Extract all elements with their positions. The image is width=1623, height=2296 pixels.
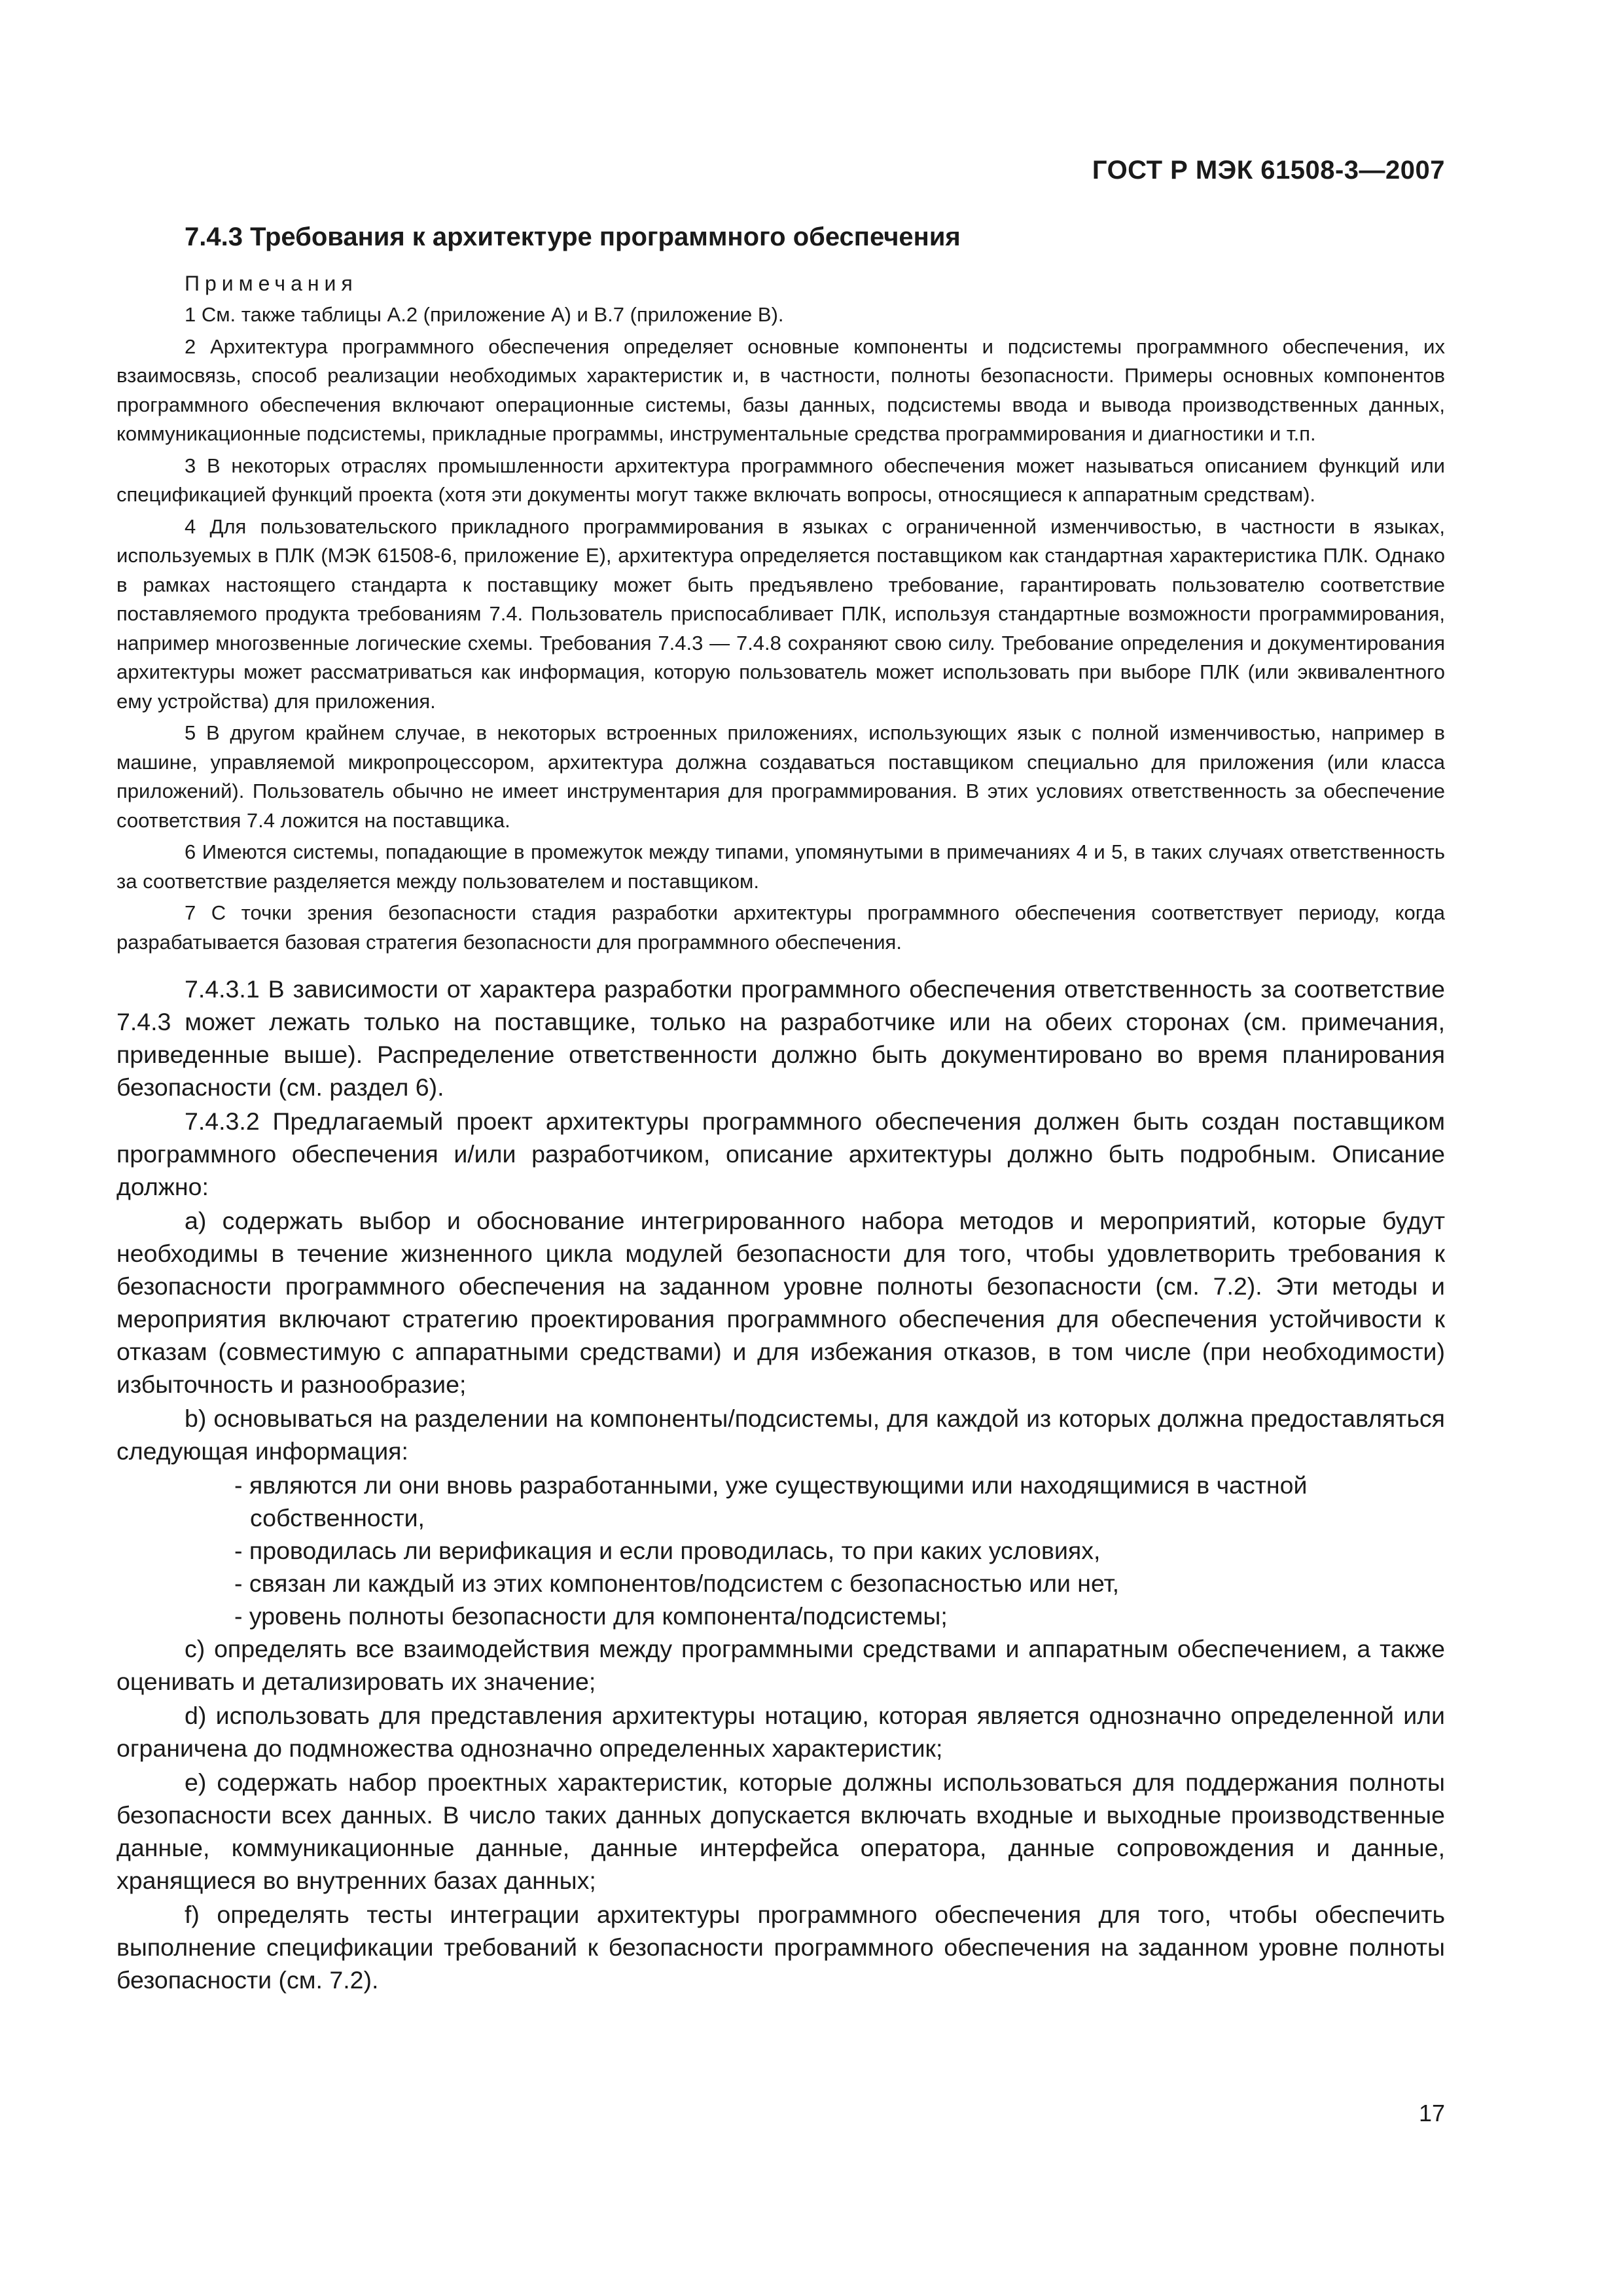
note-6: 6 Имеются системы, попадающие в промежуток между типами, упомянутыми в примечаниях 4 и 5, в таких случаях ответственность за соответствие разделяется между пользователем и поставщиком. bbox=[116, 840, 1445, 893]
list-item: - уровень полноты безопасности для компонента/подсистемы; bbox=[234, 1602, 948, 1630]
section-title: 7.4.3 Требования к архитектуре программного обеспечения bbox=[185, 223, 961, 251]
note-4: 4 Для пользовательского прикладного программирования в языках с ограниченной изменчивостью, в частности в языках, используемых в ПЛК (МЭК 61508-6, приложение Е), архитектура определяется поставщиком как стандартная характеристика ПЛК. Однако в рамках настоящего стандарта к поставщику может быть предъявлено требование, гарантировать пользователю соответствие поставляемого продукта требованиям 7.4. Пользователь приспосабливает ПЛК, используя стандартные возможности программирования, например многозвенные логические схемы. Требования 7.4.3 — 7.4.8 сохраняют свою силу. Требование определения и документирования архитектуры может рассматриваться как информация, которую пользователь может использовать при выборе ПЛК (или эквивалентного ему устройства) для приложения. bbox=[116, 514, 1445, 713]
item-b: b) основываться на разделении на компоненты/подсистемы, для каждой из которых должна предоставляться следующая информация: bbox=[116, 1405, 1445, 1465]
paragraph-7-4-3-2: 7.4.3.2 Предлагаемый проект архитектуры программного обеспечения должен быть создан поставщиком программного обеспечения и/или разработчиком, описание архитектуры должно быть подробным. Описание должно: bbox=[116, 1107, 1445, 1200]
page-content bbox=[116, 223, 1445, 1998]
note-1: 1 См. также таблицы А.2 (приложение А) и В.7 (приложение В). bbox=[185, 303, 784, 326]
item-c: c) определять все взаимодействия между программными средствами и аппаратным обеспечением, а также оценивать и детализировать их значение; bbox=[116, 1635, 1445, 1695]
note-3: 3 В некоторых отраслях промышленности архитектура программного обеспечения может называться описанием функций или спецификацией функций проекта (хотя эти документы могут также включать вопросы, относящиеся к аппаратным средствам). bbox=[116, 454, 1445, 506]
notes-heading: Примечания bbox=[185, 272, 358, 295]
list-item: - проводилась ли верификация и если проводилась, то при каких условиях, bbox=[234, 1537, 1101, 1564]
item-e: e) содержать набор проектных характеристик, которые должны использоваться для поддержания полноты безопасности всех данных. В число таких данных допускается включать входные и выходные производственные данные, коммуникационные данные, данные интерфейса оператора, данные сопровождения и данные, хранящиеся во внутренних базах данных; bbox=[116, 1768, 1445, 1894]
item-b-sublist bbox=[116, 1469, 1445, 1632]
paragraph-7-4-3-1: 7.4.3.1 В зависимости от характера разработки программного обеспечения ответственность за соответствие 7.4.3 может лежать только на поставщике, только на разработчике или на обеих сторонах (см. примечания, приведенные выше). Распределение ответственности должно быть документировано во время планирования безопасности (см. раздел 6). bbox=[116, 975, 1445, 1101]
list-item: - являются ли они вновь разработанными, уже существующими или находящимися в частной собственности, bbox=[234, 1471, 1308, 1532]
standard-designation: ГОСТ Р МЭК 61508-3—2007 bbox=[1092, 156, 1445, 185]
item-d: d) использовать для представления архитектуры нотацию, которая является однозначно определенной или ограничена до подмножества однозначно определенных характеристик; bbox=[116, 1702, 1445, 1762]
list-item: - связан ли каждый из этих компонентов/подсистем с безопасностью или нет, bbox=[234, 1570, 1120, 1597]
note-2: 2 Архитектура программного обеспечения определяет основные компоненты и подсистемы программного обеспечения, их взаимосвязь, способ реализации необходимых характеристик и, в частности, полноты безопасности. Примеры основных компонентов программного обеспечения включают операционные системы, базы данных, подсистемы ввода и вывода производственных данных, коммуникационные подсистемы, прикладные программы, инструментальные средства программирования и диагностики и т.п. bbox=[116, 334, 1445, 445]
item-f: f) определять тесты интеграции архитектуры программного обеспечения для того, чтобы обеспечить выполнение спецификации требований к безопасности программного обеспечения на заданном уровне полноты безопасности (см. 7.2). bbox=[116, 1901, 1445, 1994]
page-number: 17 bbox=[1418, 2100, 1445, 2126]
note-5: 5 В другом крайнем случае, в некоторых встроенных приложениях, использующих язык с полной изменчивостью, например в машине, управляемой микропроцессором, архитектура должна создаваться поставщиком специально для приложения (или класса приложений). Пользователь обычно не имеет инструментария для программирования. В этих условиях ответственность за обеспечение соответствия 7.4 ложится на поставщика. bbox=[116, 721, 1445, 832]
note-7: 7 С точки зрения безопасности стадия разработки архитектуры программного обеспечения соответствует периоду, когда разрабатывается базовая стратегия безопасности для программного обеспечения. bbox=[116, 901, 1445, 954]
item-a: а) содержать выбор и обоснование интегрированного набора методов и мероприятий, которые будут необходимы в течение жизненного цикла модулей безопасности для того, чтобы удовлетворить требования к безопасности программного обеспечения на заданном уровне полноты безопасности (см. 7.2). Эти методы и мероприятия включают стратегию проектирования программного обеспечения для обеспечения устойчивости к отказам (совместимую с аппаратными средствами) и для избежания отказов, в том числе (при необходимости) избыточность и разнообразие; bbox=[116, 1207, 1445, 1398]
